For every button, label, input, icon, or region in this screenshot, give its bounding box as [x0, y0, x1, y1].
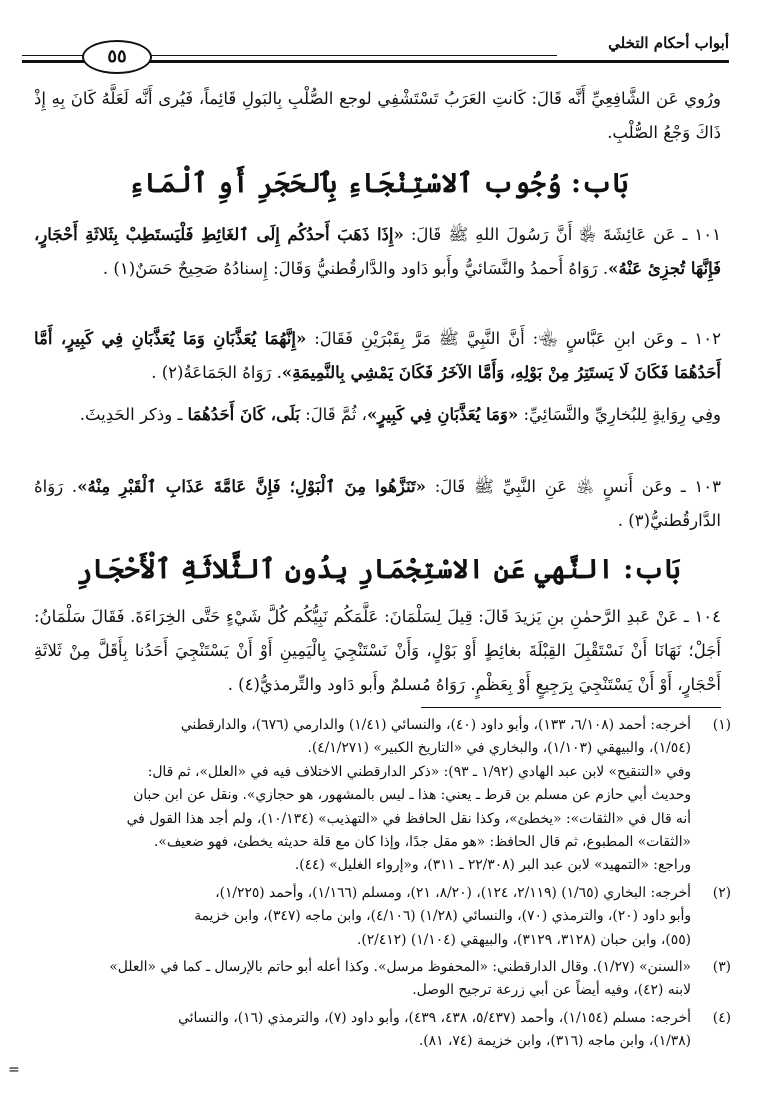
hadith-102-tail: . رَوَاهُ الجَمَاعَةُ(٢) .	[151, 363, 282, 382]
footnote-line: «السنن» (١/٢٧). وقال الدارقطني: «المحفوظ مرسل». وكذا أعله أبو حاتم بالإرسال ـ كما في «العلل»	[109, 959, 691, 976]
footnote-line: وراجع: «التمهيد» لابن عبد البر (٢٢/٣٠٨ ـ ٣١١)، و«إرواء الغليل» (٤٤).	[294, 857, 691, 874]
footnote-number: (٤)	[712, 1009, 731, 1026]
footnotes	[30, 714, 731, 1058]
footnote-line: «الثقات» المطبوع، ثم قال الحافظ: «هو مقل جدًا، وإذا كان مع قلة حديثه يخطئ، فهو ضعيف».	[154, 834, 691, 851]
footnote-number: (٢)	[712, 884, 731, 901]
running-title: أبواب أحكام التخلي	[608, 34, 729, 52]
footnote-line: أخرجه: مسلم (١/١٥٤)، وأحمد (٥/٤٣٧، ٤٣٨، ٤٣٩)، وأبو داود (٧)، والترمذي (١٦)، والنسائي	[178, 1009, 691, 1026]
hadith-103-tail: . رَوَاهُ الدَّارقُطنيُّ(٣) .	[34, 477, 721, 530]
hadith-103	[34, 470, 721, 538]
footnote-line: وأبو داود (٢٠)، والترمذي (٧٠)، والنسائي (١/٢٨) (٤/١٠٦)، وابن ماجه (٣٤٧)، وابن خزيمة	[194, 908, 691, 925]
hadith-102-variant-quote2: بَلَى، كَانَ أَحَدُهُمَا	[187, 405, 300, 424]
hadith-102-variant-quote1: «وَمَا يُعَذَّبَانِ فِي كَبِيرٍ»	[367, 405, 519, 424]
margin-mark: =	[8, 1062, 20, 1078]
hadith-102-variant	[34, 398, 721, 432]
footnote-line: وفي «التنقيح» لابن عبد الهادي (١/٩٢ ـ ٩٣): «ذكر الدارقطني الاختلاف فيه في «العلل»، ثم قال:	[147, 763, 691, 780]
footnote-number: (٣)	[712, 959, 731, 976]
hadith-102	[34, 322, 721, 390]
chapter-heading-2: بَاب: النَّهي عَنِ الاسْتِجْمَارِ بِدُونِ ٱلثَّلاثَةِ ٱلْأَحْجَارِ	[76, 554, 681, 585]
hadith-102-variant-lead: وفِي رِوَايةٍ لِلبُخارِيِّ والنَّسَائِيِّ:	[518, 405, 721, 424]
hadith-102-variant-mid: ، ثُمَّ قَالَ:	[299, 405, 367, 424]
intro-paragraph	[34, 82, 721, 150]
footnote-line: وحديث أبي حازم عن مسلم بن قرط ـ يعني: هذا ـ ليس بالمشهور، هو حجازي». ونقل عن ابن حبان	[133, 787, 691, 804]
footnote-line: لابنه (٤٢)، وفيه أيضاً عن أبي زرعة ترجيح الوصل.	[412, 982, 691, 999]
hadith-101	[34, 218, 721, 286]
intro-text: ورُوي عَن الشَّافِعِيِّ أَنَّه قَالَ: كَانتِ العَرَبُ تَسْتَشْفِي لوجع الصُّلْبِ بِالبَولِ قَائِماً، فَيُرى أَنَّه لَعَلَّهُ كَانَ بِهِ إِذْ ذَاكَ وَجْعُ الصُّلْبِ.	[34, 89, 721, 142]
footnote-2	[30, 882, 731, 952]
footnote-line: (٥٥)، وابن حبان (٣١٢٨، ٣١٢٩)، والبيهقي (١/١٠٤) (٢/٤١٢).	[356, 931, 691, 948]
hadith-101-tail: . رَوَاهُ أَحمدُ والنَّسَائيُّ وأَبو دَاود والدَّارقُطنيُّ وَقَالَ: إِسنادُهُ صَحِيحٌ حَسَنٌ(١) .	[102, 259, 609, 278]
footnote-line: أخرجه: البخاري (١/٦٥) (٢/١١٩، ١٢٤)، (٨/٢٠، ٢١)، ومسلم (١/١٦٦)، وأحمد (١/٢٢٥)،	[215, 884, 691, 901]
page-number: ٥٥	[82, 40, 152, 74]
hadith-102-quote: «إِنَّهُمَا يُعَذَّبَانِ وَمَا يُعَذَّبَانِ فِي كَبِيرٍ، أَمَّا أَحَدُهُمَا فَكَانَ لَا يَستَتِرُ مِنْ بَوْلِهِ، وَأَمَّا الآخَرُ فَكَانَ يَمْشِي بِالنَّمِيمَةِ»	[34, 329, 721, 382]
footnote-1	[30, 714, 731, 878]
hadith-103-quote: «تَنَزَّهُوا مِنَ ٱلْبَوْلِ؛ فَإِنَّ عَامَّةَ عَذَابِ ٱلْقَبْرِ مِنْهُ»	[77, 477, 426, 496]
footnote-separator	[421, 707, 721, 708]
hadith-102-variant-tail: ـ وذكر الحَدِيثَ.	[79, 405, 188, 424]
hadith-104-text: ١٠٤ ـ عَنْ عَبدِ الرَّحمٰنِ بنِ يَزيدَ قَالَ: قِيلَ لِسَلْمَانَ: عَلَّمَكُم نَبِيُّكُم كُلَّ شَيْءٍ حَتَّى الخِرَاءَةَ. فَقَالَ سَلْمَانُ: أَجَلْ؛ نَهَانَا أَنْ نَسْتَقْبِلَ القِبْلَةَ بغائِطٍ أَوْ بَوْلٍ، وَأَنْ نَسْتَنْجِيَ بِالْيَمِينِ أَوْ أَنْ يَسْتَنْجِيَ أَحَدُنا بِأَقَلَّ مِنْ ثَلاثَةِ أَحْجَارٍ، أَوْ أَنْ يَسْتَنْجِيَ بِرَجِيعٍ أَوْ بِعَظْمٍ. رَوَاهُ مُسلمٌ وأَبو دَاود والتِّرمذيُّ(٤) .	[34, 607, 721, 694]
hadith-101-lead: ١٠١ ـ عَن عَائِشَةَ ﵂ أَنَّ رَسُولَ اللهِ ﷺ قَالَ:	[403, 225, 721, 244]
hadith-101-quote: «إِذَا ذَهَبَ أَحدُكُم إِلَى ٱلغَائِطِ فَلْيَستَطِبْ بِثَلاثَةِ أَحْجَارٍ، فَإِنَّهَا تُجزِئ عَنْهُ»	[34, 225, 721, 278]
footnote-line: (١/٣٨)، وابن ماجه (٣١٦)، وابن خزيمة (٧٤، ٨١).	[418, 1033, 691, 1050]
hadith-102-lead: ١٠٢ ـ وعَن ابنِ عَبَّاسٍ ﵄: أَنَّ النَّبِيَّ ﷺ مَرَّ بِقَبْرَيْنِ فَقَالَ:	[306, 329, 721, 348]
footnote-4	[30, 1007, 731, 1054]
hadith-104	[34, 600, 721, 702]
footnote-line: أخرجه: أحمد (٦/١٠٨، ١٣٣)، وأبو داود (٤٠)، والنسائي (١/٤١) والدارمي (٦٧٦)، والدارقطني	[180, 717, 691, 733]
footnote-line: أنه قال في «الثقات»: «يخطئ»، وكذا نقل الحافظ في «التهذيب» (١٠/١٣٤)، ولم أجد هذا القول في	[126, 810, 691, 827]
footnote-3	[30, 956, 731, 1003]
footnote-line: (١/٥٤)، والبيهقي (١/١٠٣)، والبخاري في «التاريخ الكبير» (٤/١/٢٧١).	[307, 740, 691, 757]
chapter-heading-1: بَاب: وُجُوب ٱلاسْتِنْجَاءِ بِٱلحَجَرِ أَوِ ٱلْمَاءِ	[128, 168, 629, 199]
hadith-103-lead: ١٠٣ ـ وعَن أَنسٍ ﵁ عَنِ النَّبِيِّ ﷺ قَالَ:	[425, 477, 722, 496]
footnote-number: (١)	[712, 717, 731, 733]
